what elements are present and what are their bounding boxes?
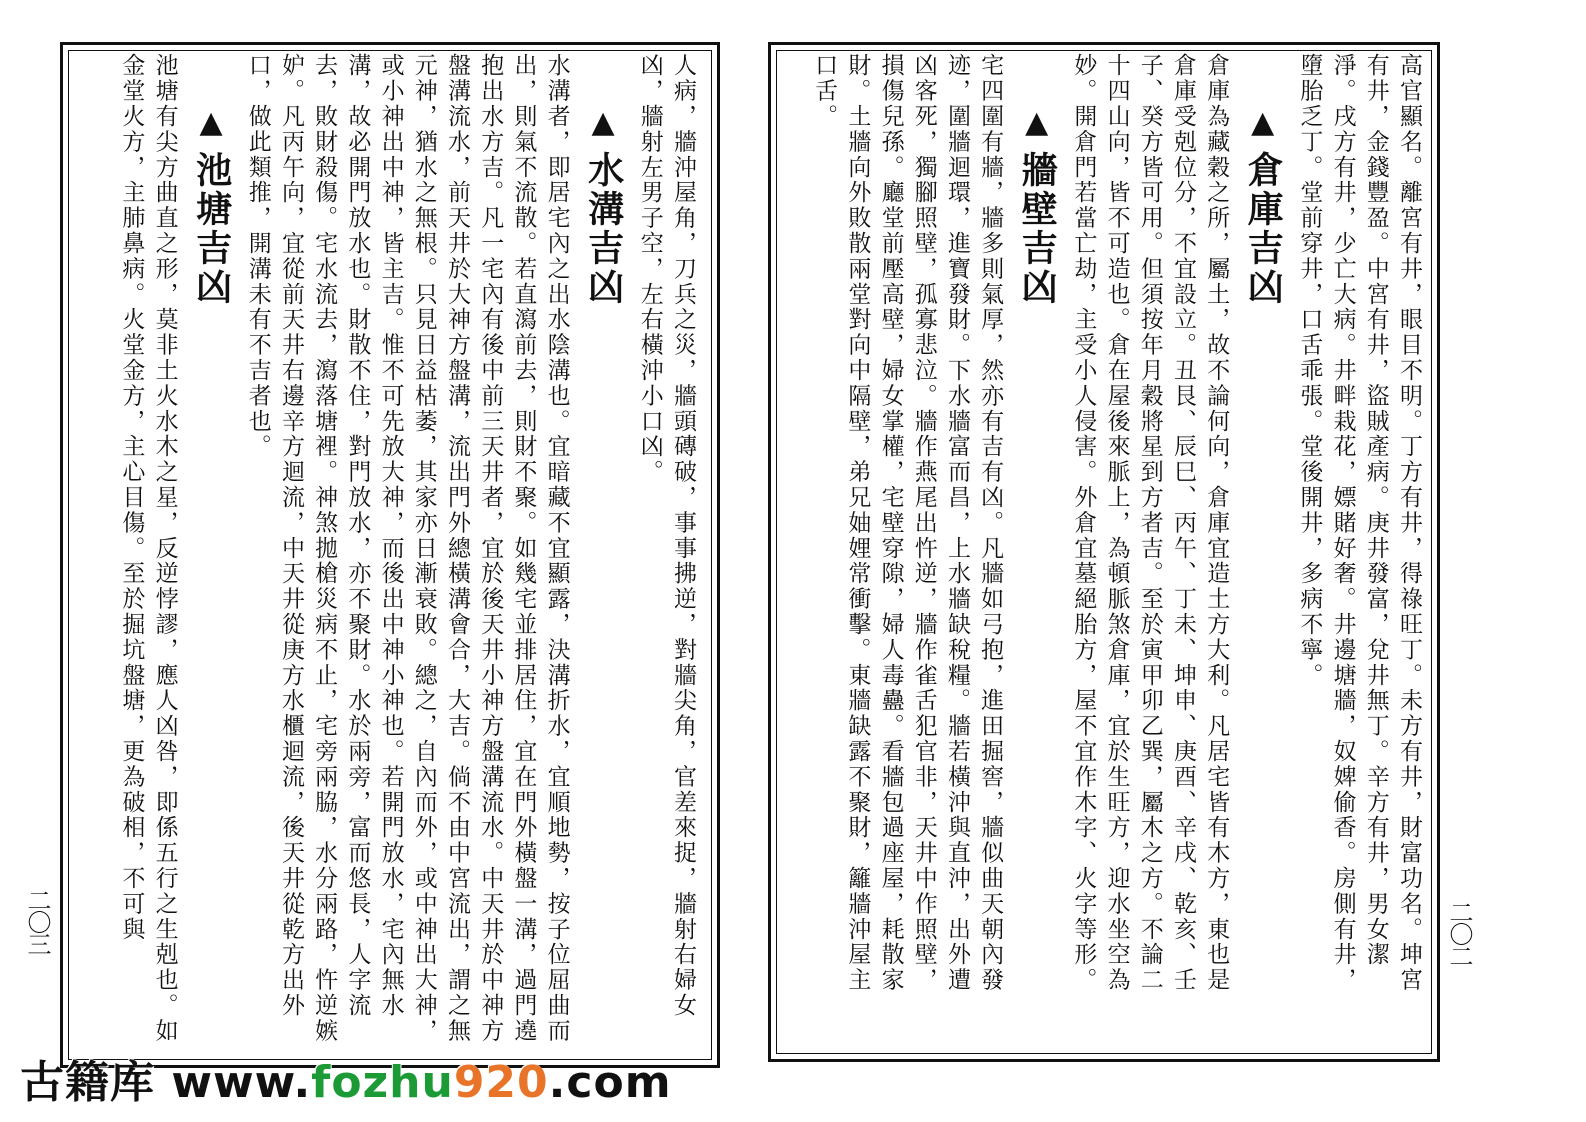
paragraph: 水溝者，即居宅內之出水陰溝也。宜暗藏不宜顯露，決溝折水，宜順地勢，按子位屈曲而出，則氣不流散。若直瀉前去，則財不聚。如幾宅並排居住，宜在門外橫盤一溝，過門遶抱出水方吉。凡一宅內有後中前三天井者，宜於後天井小神方盤溝流水。中天井於中神方盤溝流水，前天井於大神方盤溝，流出門外總橫溝會合，大吉。倘不由中宮流出，謂之無元神，猶水之無根。只見日益枯萎，其家亦日漸衰敗。總之，自內而外，或中神出大神，或小神出中神，皆主吉。惟不可先放大神，而後出中神小神也。若開門放水，宅內無水溝，故必開門放水也。財散不住，對門放水，亦不聚財。水於兩旁，富而悠長，人字流去，敗財殺傷。宅水流去，瀉落塘裡。神煞拋槍災病不止，宅旁兩脇，水分兩路，忤逆嫉妒。凡丙午向，宜從前天井右邊辛方迴流，中天井從庚方水櫃迴流，後天井從乾方出外口，做此類推，開溝未有不吉者也。	[244, 53, 570, 1044]
paragraph: 人病，牆沖屋角，刀兵之災，牆頭磚破，事事拂逆，對牆尖角，官差來捉，牆射右婦女凶，牆射左男子空，左右橫沖小口凶。	[636, 53, 696, 1019]
left-page-text	[114, 53, 699, 1053]
triangle-marker-icon: ▲	[1019, 105, 1055, 143]
triangle-marker-icon: ▲	[193, 105, 229, 143]
page-number: 二〇二	[1445, 900, 1473, 966]
page-number: 二〇三	[23, 888, 51, 954]
right-page	[768, 42, 1440, 1062]
site-watermark: 古籍库 www.fozhu920.com	[20, 1057, 672, 1108]
paragraph: 池塘有尖方曲直之形，莫非土火水木之星，反逆悖謬，應人凶咎，即係五行之生剋也。如金堂火方，主肺鼻病。火堂金方，主心目傷。至於掘坑盤塘，更為破相，不可與	[118, 53, 178, 1044]
section-heading: ▲倉庫吉凶	[1242, 105, 1284, 307]
paragraph: 宅四圍有牆，牆多則氣厚，然亦有吉有凶。凡牆如弓抱，進田掘窖，牆似曲天朝內發迹，圍牆迴環，進寶發財。下水牆富而昌，上水牆缺稅糧。牆若橫沖與直沖，出外遭凶客死，獨腳照壁，孤寡悲泣。牆作燕尾出忤逆，牆作雀舌犯官非，天井中作照壁，損傷兒孫。廳堂前壓高壁，婦女掌權，宅壁穿隙，婦人毒蠱。看牆包過座屋，耗散家財。土牆向外敗散兩堂對向中隔壁，弟兄妯娌常衝擊。東牆缺露不聚財，籬牆沖屋主口舌。	[811, 53, 1004, 993]
left-page	[60, 42, 720, 1068]
paragraph: 倉庫為藏穀之所，屬土，故不論何向，倉庫宜造土方大利。凡居宅皆有木方，東也是倉庫受剋位分，不宜設立。丑艮、辰巳、丙午、丁未、坤申、庚酉、辛戌、乾亥、壬子、癸方皆可用。但須按年月穀將星到方者吉。至於寅甲卯乙巽，屬木之方。不論二十四山向，皆不可造也。倉在屋後來脈上，為頓脈煞倉庫，宜於生旺方，迎水坐空為妙。開倉門若當亡劫，主受小人侵害。外倉宜墓絕胎方，屋不宜作木字、火字等形。	[1070, 53, 1230, 993]
section-heading: ▲池塘吉凶	[190, 105, 232, 307]
section-heading: ▲水溝吉凶	[582, 105, 624, 307]
triangle-marker-icon: ▲	[1245, 105, 1281, 143]
paragraph: 高官顯名。離宮有井，眼目不明。丁方有井，得祿旺丁。未方有井，財富功名。坤宮有井，金錢豐盈。中宮有井，盜賊產病。庚井發富，兌井無丁。辛方有井，男女潔淨。戌方有井，少亡大病。井畔栽花，嫖賭好奢。井邊塘牆，奴婢偷香。房側有井，墮胎乏丁。堂前穿井，口舌乖張。堂後開井，多病不寧。	[1296, 53, 1422, 993]
section-heading: ▲牆壁吉凶	[1016, 105, 1058, 307]
triangle-marker-icon: ▲	[585, 105, 621, 143]
right-page-text	[807, 53, 1425, 1013]
